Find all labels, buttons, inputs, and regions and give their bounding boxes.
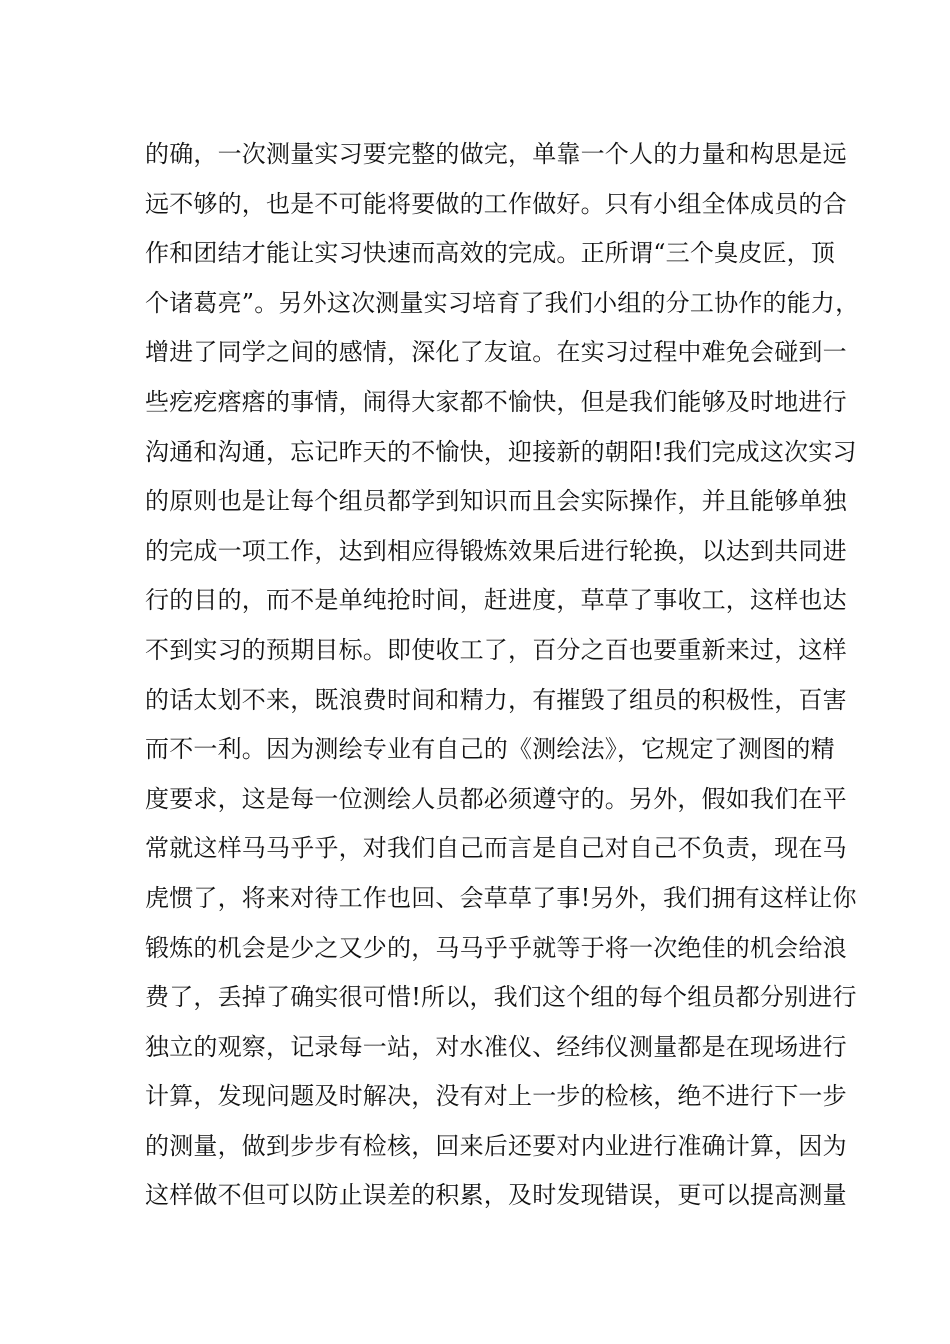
text-line: 常就这样马马乎乎，对我们自己而言是自己对自己不负责，现在马: [145, 834, 847, 863]
text-line: 增进了同学之间的感情，深化了友谊。在实习过程中难免会碰到一: [145, 338, 847, 367]
text-line: 的完成一项工作，达到相应得锻炼效果后进行轮换，以达到共同进: [145, 536, 847, 565]
body-paragraph: [145, 130, 860, 1221]
text-line: 计算，发现问题及时解决，没有对上一步的检核，绝不进行下一步: [145, 1082, 847, 1111]
text-line: 而不一利。因为测绘专业有自己的《测绘法》，它规定了测图的精: [145, 735, 835, 764]
text-line: 不到实习的预期目标。即使收工了，百分之百也要重新来过，这样: [145, 635, 847, 664]
text-line: 的测量，做到步步有检核，回来后还要对内业进行准确计算，因为: [145, 1131, 847, 1160]
text-line: 远不够的，也是不可能将要做的工作做好。只有小组全体成员的合: [145, 189, 847, 218]
text-line: 这样做不但可以防止误差的积累，及时发现错误，更可以提高测量: [145, 1181, 847, 1210]
text-line: 的原则也是让每个组员都学到知识而且会实际操作，并且能够单独: [145, 487, 847, 516]
text-line: 个诸葛亮”。另外这次测量实习培育了我们小组的分工协作的能力，: [145, 288, 860, 317]
text-line: 的确，一次测量实习要完整的做完，单靠一个人的力量和构思是远: [145, 140, 847, 168]
text-line: 的话太划不来，既浪费时间和精力，有摧毁了组员的积极性，百害: [145, 685, 847, 714]
text-line: 沟通和沟通，忘记昨天的不愉快，迎接新的朝阳!我们完成这次实习: [145, 437, 857, 466]
text-line: 些疙疙瘩瘩的事情，闹得大家都不愉快，但是我们能够及时地进行: [145, 387, 847, 416]
text-line: 锻炼的机会是少之又少的，马马乎乎就等于将一次绝佳的机会给浪: [145, 933, 847, 962]
text-line: 度要求，这是每一位测绘人员都必须遵守的。另外，假如我们在平: [145, 784, 847, 813]
text-line: 独立的观察，记录每一站，对水准仪、经纬仪测量都是在现场进行: [145, 1032, 847, 1061]
text-line: 行的目的，而不是单纯抢时间，赶进度，草草了事收工，这样也达: [145, 586, 847, 615]
text-line: 作和团结才能让实习快速而高效的完成。正所谓“三个臭皮匠，顶: [145, 239, 836, 268]
text-line: 虎惯了，将来对待工作也回、会草草了事!另外，我们拥有这样让你: [145, 883, 857, 912]
text-line: 费了，丢掉了确实很可惜!所以，我们这个组的每个组员都分别进行: [145, 983, 857, 1012]
